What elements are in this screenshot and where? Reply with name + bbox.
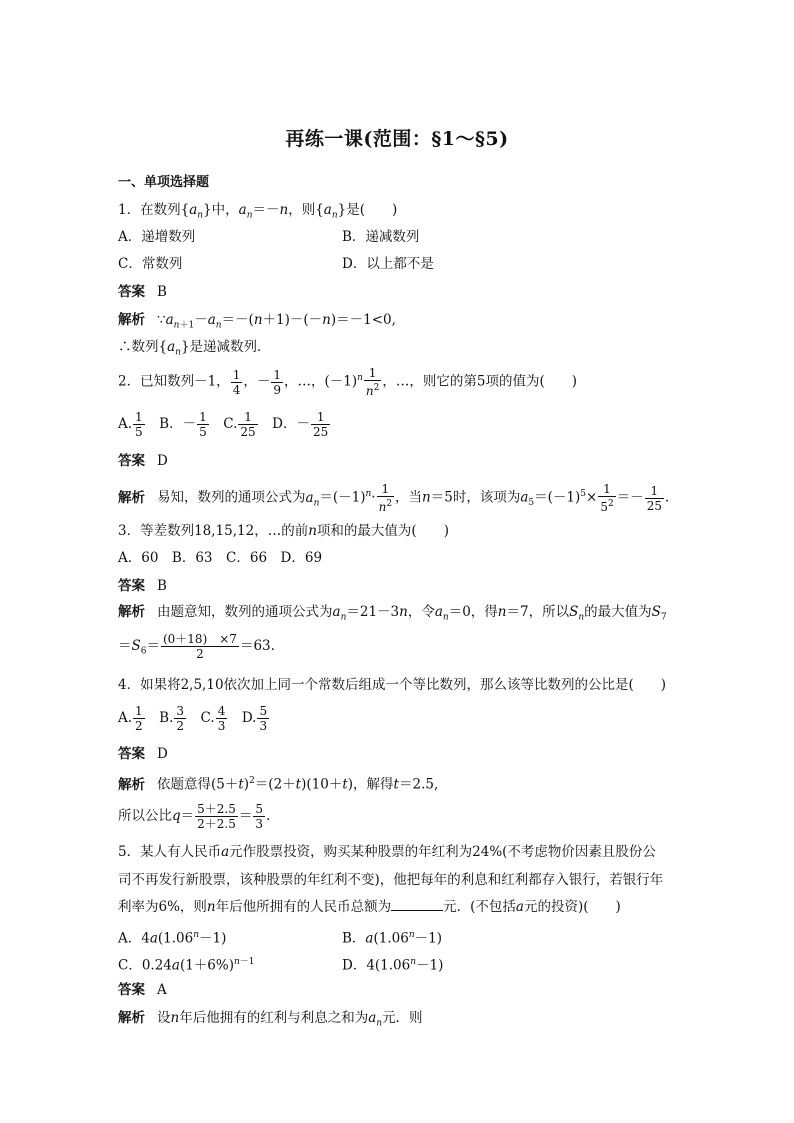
question-2-analysis: 解析 易知，数列的通项公式为$a_n=(-1)^n\cdot$ $\frac{1}{n^2}$ ，当n＝5时，该项为$a_5=(-1)^5\times$ $\frac{1}{5^2}$ ＝－ $\frac{1}{25}$ . xyxy=(118,482,670,514)
answer-value: A xyxy=(157,982,167,998)
answer-blank xyxy=(391,898,443,911)
question-1-analysis: 解析 $\because a_{n+1}-a_n=-(n+1)-(-n)=-1<0$, xyxy=(118,312,396,331)
question-5-stem-line3: 利率为6%，则n年后他所拥有的人民币总额为 元．(不包括a元的投资)( ) xyxy=(118,899,621,915)
question-5-stem-line2: 司不再发行新股票，该种股票的年红利不变)，他把每年的利息和红利都存入银行，若银行年 xyxy=(118,872,664,888)
question-5-option-d: D．$4(1.06^n-1)$ xyxy=(342,957,444,974)
question-3-answer: 答案 B xyxy=(118,578,167,594)
question-1-answer xyxy=(118,283,167,301)
question-5-analysis: 解析 设n年后他拥有的红利与利息之和为$a_n$元．则 xyxy=(118,1010,423,1029)
question-2-stem: 2．已知数列－1， $\frac{1}{4}$ ，－ $\frac{1}{9}$ ，…，$(-1)^n$ $\frac{1}{n^2}$ ，…，则它的第5项的值为( ) xyxy=(118,366,577,398)
question-4-analysis: 解析 依题意得$(5+t)^2=(2+t)(10+t)$，解得t＝2.5, xyxy=(118,776,439,793)
question-3-options: A．60 B．63 C．66 D．69 xyxy=(118,550,323,566)
question-3-analysis: 解析 由题意知，数列的通项公式为$a_n=21-3n$，令$a_n=0$，得n＝7，所以$S_n$的最大值为$S_7$ xyxy=(118,604,667,623)
question-1-option-b: B．递减数列 xyxy=(342,229,420,245)
question-5-stem-line1: 5．某人有人民币a元作股票投资，购买某种股票的年红利为24%(不考虑物价因素且股份公 xyxy=(118,844,656,860)
question-5-option-b: B．$a(1.06^n-1)$ xyxy=(342,930,442,947)
question-1-conclusion: ∴数列$\{a_n\}$是递减数列． xyxy=(118,339,271,358)
question-4-answer: 答案 D xyxy=(118,746,168,762)
question-4-analysis-cont: 所以公比q＝ $\frac{5+2.5}{2+2.5}$ ＝ $\frac{5}{3}$ . xyxy=(118,802,271,831)
question-4-options: A. $\frac{1}{2}$ B. $\frac{3}{2}$ C. $\frac{4}{3}$ D. $\frac{5}{3}$ xyxy=(118,704,268,733)
question-1-option-a: A．递增数列 xyxy=(118,229,196,245)
question-3-analysis-cont: $=S_6=$ $\frac{(0+18) \times 7}{2}$ ＝63. xyxy=(118,632,275,661)
question-1-option-c: C．常数列 xyxy=(118,256,183,272)
page-title: 再练一课(范围：§1～§5) xyxy=(285,128,509,150)
question-3-stem: 3．等差数列18,15,12，…的前n项和的最大值为( ) xyxy=(118,523,449,539)
question-1-option-d: D．以上都不是 xyxy=(342,256,434,272)
answer-value: B xyxy=(157,578,167,594)
question-5-answer: 答案 A xyxy=(118,982,167,998)
section-heading: 一、单项选择题 xyxy=(118,175,210,190)
answer-label: 答案 xyxy=(118,284,145,300)
question-2-options: A. $\frac{1}{5}$ B．－ $\frac{1}{5}$ C. $\frac{1}{25}$ D．－ $\frac{1}{25}$ xyxy=(118,410,329,439)
answer-value: B xyxy=(157,284,167,300)
answer-value: D xyxy=(157,453,168,469)
question-1-stem: 1．在数列$\{a_n\}$中，$a_n=-n$，则$\{a_n\}$是( ) xyxy=(118,202,398,221)
question-2-answer: 答案 D xyxy=(118,453,168,469)
answer-value: D xyxy=(157,746,168,762)
question-4-stem: 4．如果将2,5,10依次加上同一个常数后组成一个等比数列，那么该等比数列的公比是( ) xyxy=(118,677,667,693)
question-5-option-c: C．$0.24a(1+6\%)^{n-1}$ xyxy=(118,957,255,974)
question-5-option-a: A．$4a(1.06^n-1)$ xyxy=(118,930,227,947)
